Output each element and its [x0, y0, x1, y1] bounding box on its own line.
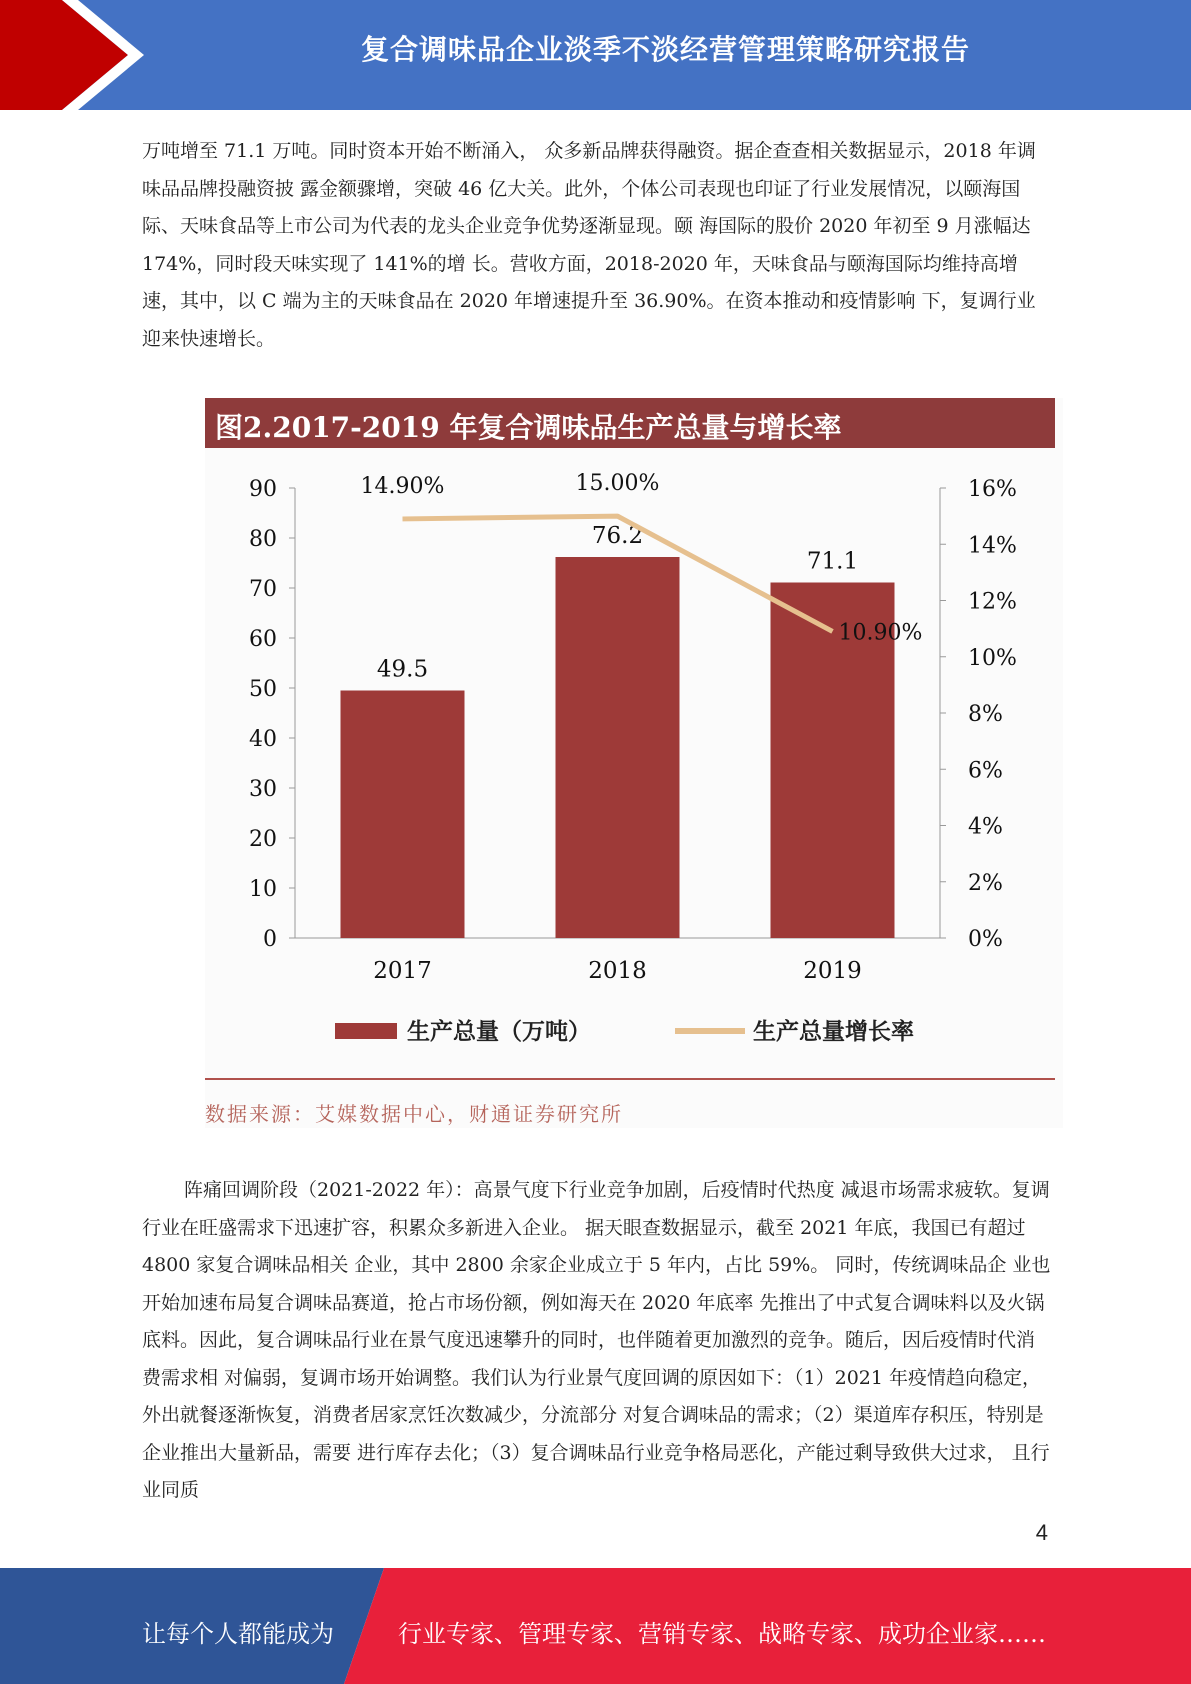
- bar: [341, 691, 465, 939]
- line-value-label: 15.00%: [575, 471, 660, 497]
- chart-figure: [205, 398, 1063, 1128]
- legend-bar-label: 生产总量（万吨）: [407, 1018, 591, 1045]
- header-chevron-icon: [0, 0, 160, 110]
- bar-value-label: 49.5: [376, 656, 429, 683]
- bar-value-label: 71.1: [806, 548, 859, 575]
- x-tick-label: 2018: [588, 958, 647, 984]
- y-right-tick-label: 14%: [968, 533, 1017, 559]
- line-value-label: 14.90%: [360, 473, 445, 499]
- footer-banner: [0, 1568, 1191, 1684]
- paragraph-top: 万吨增至 71.1 万吨。同时资本开始不断涌入， 众多新品牌获得融资。据企查查相关数据显示，2018 年调味品品牌投融资披 露金额骤增，突破 46 亿大关。此外，个体公司表现也印证了行业发展情况，以颐海国际、天味食品等上市公司为代表的龙头企业竞争优势逐渐显现。颐 海国际的股价 2020 年初至 9 月涨幅达 174%，同时段天味实现了 141%的增 长。营收方面，2018-2020 年，天味食品与颐海国际均维持高增速，其中，以 C 端为主的天味食品在 2020 年增速提升至 36.90%。在资本推动和疫情影响 下，复调行业迎来快速增长。: [142, 140, 1036, 350]
- page-title: 复合调味品企业淡季不淡经营管理策略研究报告: [360, 33, 970, 66]
- y-right-tick-label: 10%: [968, 645, 1017, 671]
- y-left-tick-label: 40: [249, 727, 277, 752]
- y-right-tick-label: 4%: [968, 814, 1003, 840]
- paragraph-bottom: 阵痛回调阶段（2021-2022 年）：高景气度下行业竞争加剧，后疫情时代热度 减退市场需求疲软。复调行业在旺盛需求下迅速扩容，积累众多新进入企业。 据天眼查数据显示，截至 2021 年底，我国已有超过 4800 家复合调味品相关 企业，其中 2800 余家企业成立于 5 年内，占比 59%。 同时，传统调味品企 业也开始加速布局复合调味品赛道，抢占市场份额，例如海天在 2020 年底率 先推出了中式复合调味料以及火锅底料。因此，复合调味品行业在景气度迅速攀升的同时，也伴随着更加激烈的竞争。随后，因后疫情时代消费需求相 对偏弱，复调市场开始调整。我们认为行业景气度回调的原因如下：（1）2021 年疫情趋向稳定，外出就餐逐渐恢复，消费者居家烹饪次数减少，分流部分 对复合调味品的需求；（2）渠道库存积压，特别是企业推出大量新品，需要 进行库存去化；（3）复合调味品行业竞争格局恶化，产能过剩导致供大过求， 且行业同质: [142, 1179, 1051, 1501]
- y-right-tick-label: 16%: [968, 477, 1017, 502]
- y-right-tick-label: 2%: [968, 870, 1003, 896]
- x-tick-label: 2019: [803, 958, 862, 984]
- y-left-tick-label: 60: [249, 627, 277, 652]
- y-left-tick-label: 30: [249, 777, 277, 802]
- line-value-label: 10.90%: [838, 620, 923, 646]
- chart-svg: [205, 398, 1063, 1098]
- y-left-tick-label: 70: [249, 577, 277, 602]
- y-right-tick-label: 8%: [968, 702, 1003, 727]
- y-right-tick-label: 0%: [968, 927, 1003, 952]
- footer-slogan-right: 行业专家、管理专家、营销专家、战略专家、成功企业家……: [398, 1620, 1046, 1648]
- footer-slogan-left: 让每个人都能成为: [142, 1620, 334, 1648]
- y-left-tick-label: 90: [249, 477, 277, 502]
- legend-line-label: 生产总量增长率: [753, 1018, 914, 1045]
- y-left-tick-label: 10: [249, 877, 277, 902]
- bar: [556, 557, 680, 938]
- legend-bar-swatch: [335, 1023, 397, 1039]
- y-left-tick-label: 20: [249, 827, 277, 852]
- chart-title: 图2.2017-2019 年复合调味品生产总量与增长率: [215, 411, 842, 444]
- page-number: 4: [1035, 1520, 1048, 1545]
- y-left-tick-label: 50: [249, 677, 277, 702]
- y-left-tick-label: 0: [263, 927, 277, 952]
- header-bar: [0, 0, 1191, 110]
- chart-source: 数据来源：艾媒数据中心，财通证券研究所: [205, 1102, 623, 1126]
- y-right-tick-label: 12%: [968, 589, 1017, 615]
- bar-value-label: 76.2: [591, 523, 644, 549]
- y-right-tick-label: 6%: [968, 758, 1003, 784]
- x-tick-label: 2017: [373, 958, 432, 984]
- y-left-tick-label: 80: [249, 527, 277, 552]
